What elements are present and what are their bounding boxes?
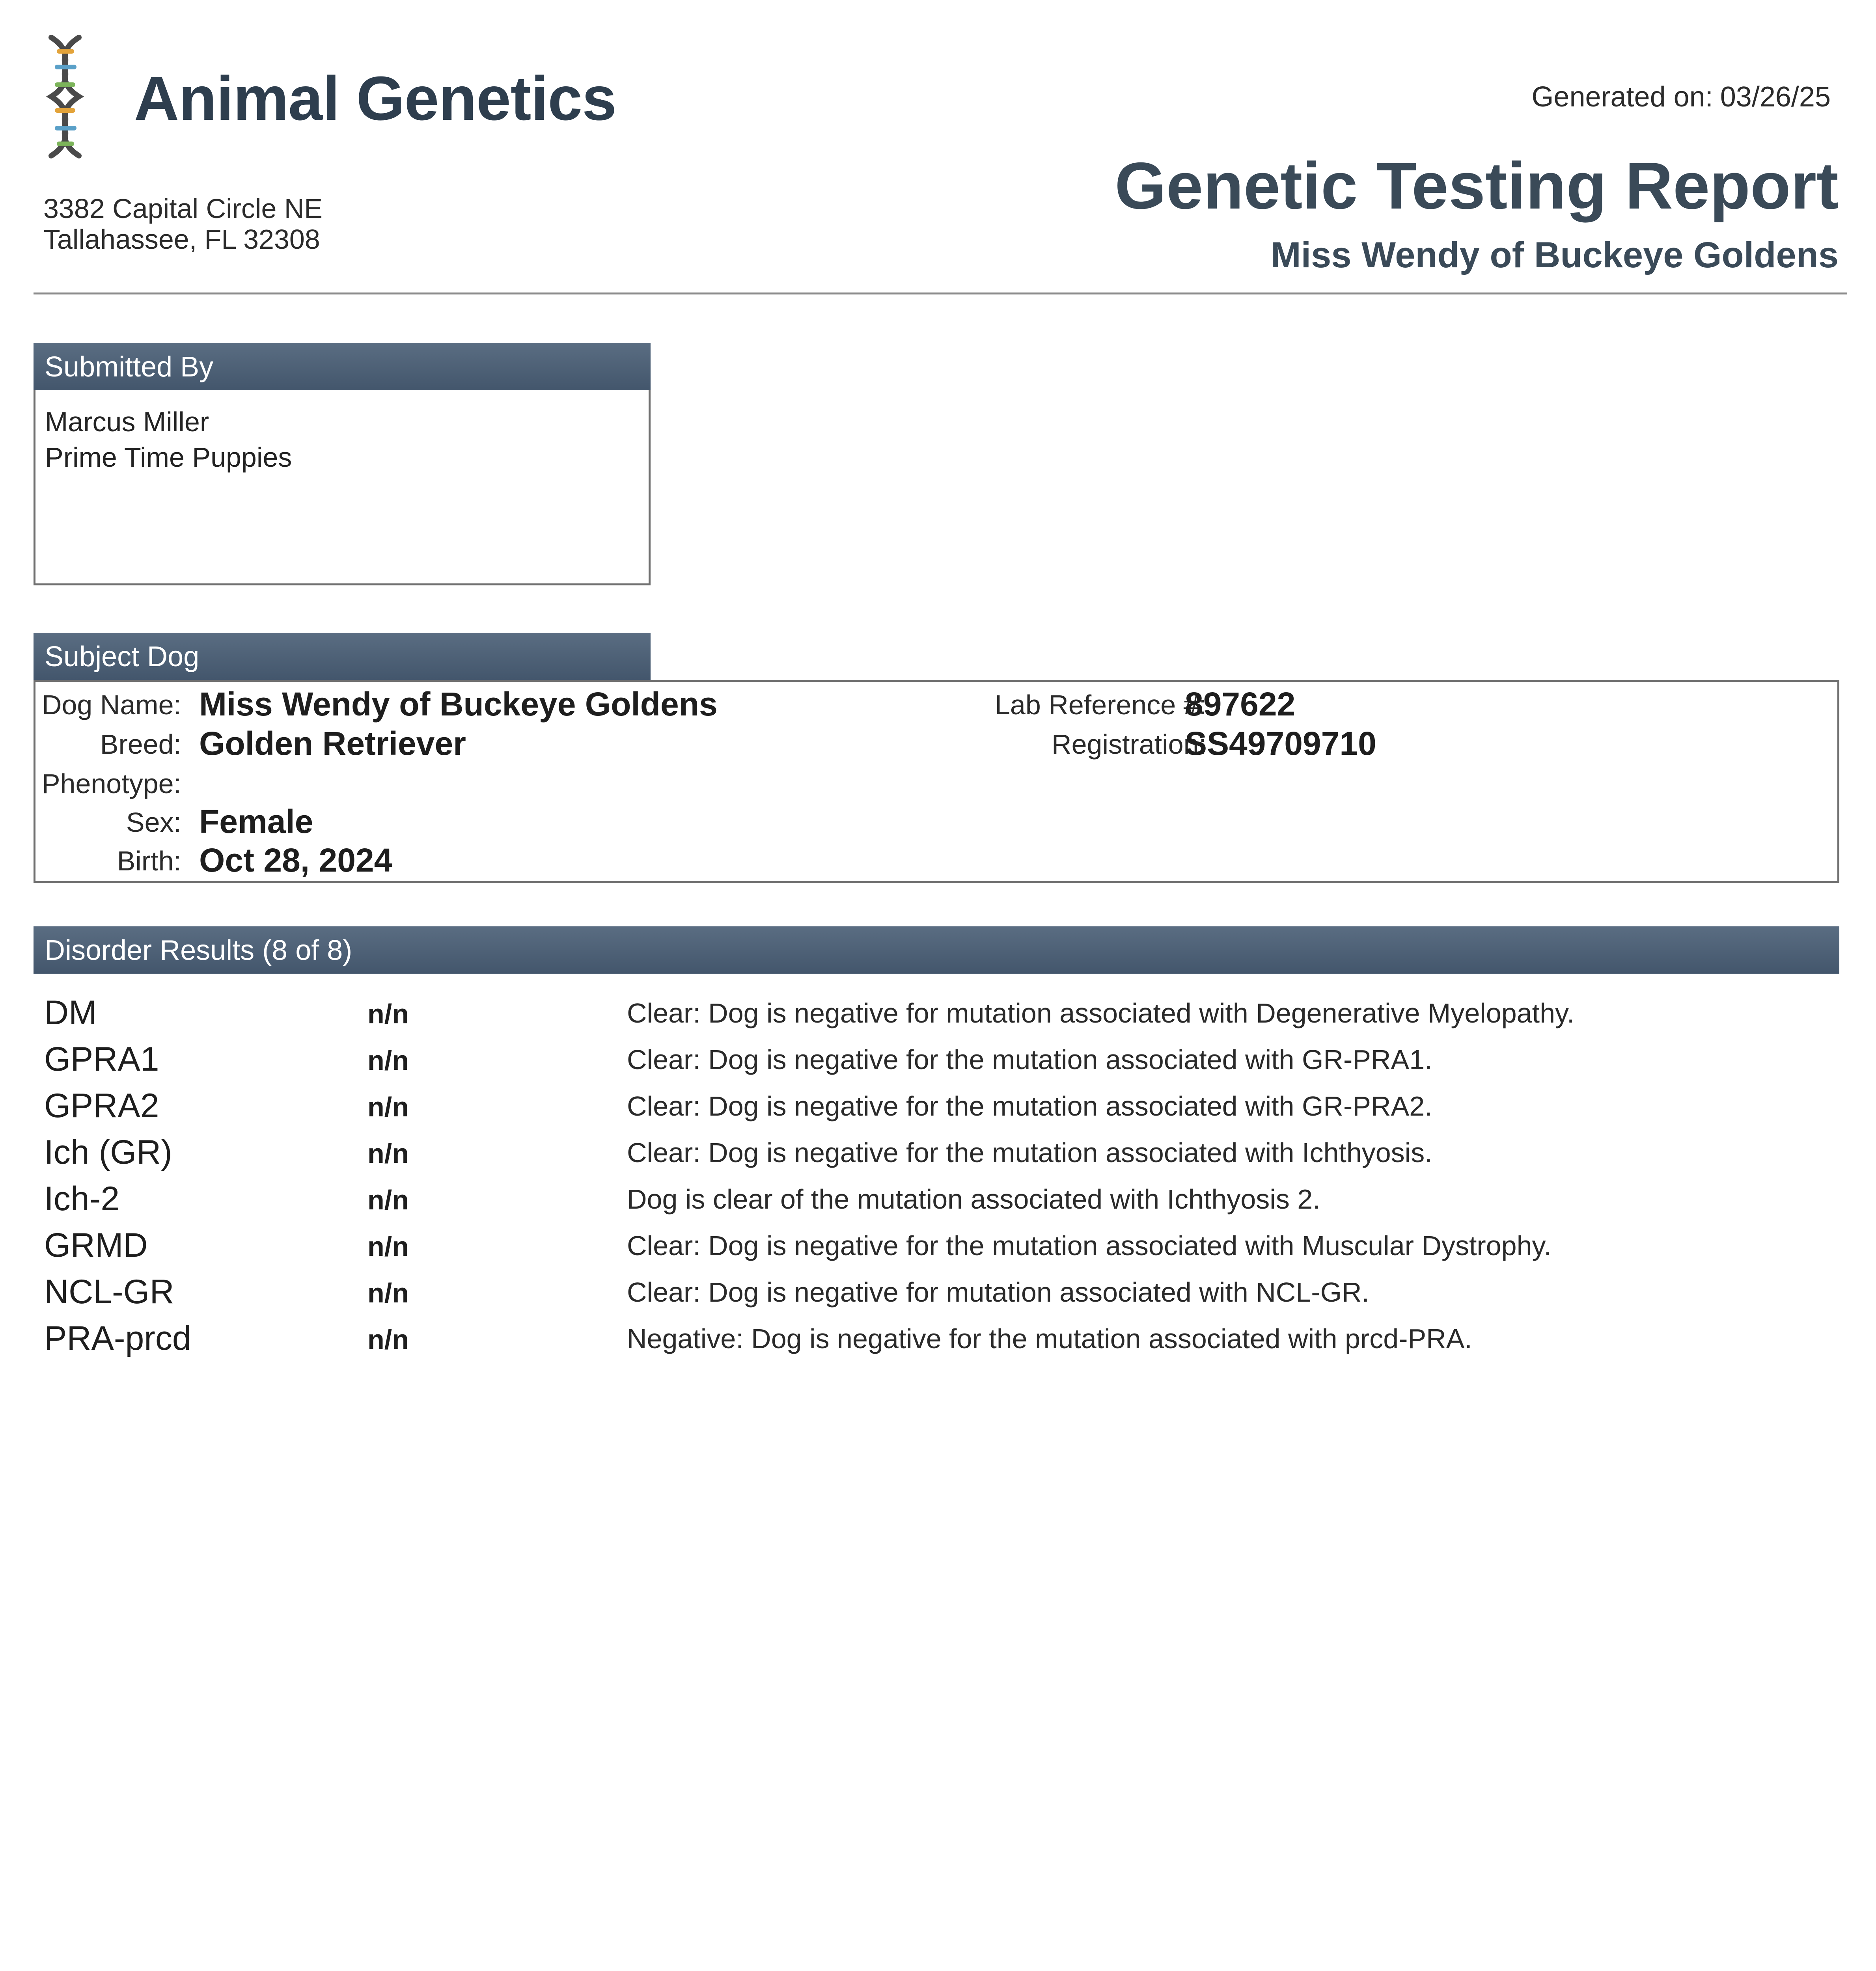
result-row [0, 1086, 1876, 1133]
disorder-description: Clear: Dog is negative for the mutation associated with Muscular Dystrophy. [627, 1230, 1552, 1261]
disorder-genotype: n/n [367, 1138, 409, 1169]
submitted-by-heading: Submitted By [34, 343, 651, 390]
disorder-name: GPRA2 [44, 1087, 159, 1125]
subject-dog-heading: Subject Dog [34, 633, 651, 680]
disorder-description: Clear: Dog is negative for the mutation associated with GR-PRA1. [627, 1044, 1432, 1075]
generated-label: Generated on: [1531, 81, 1713, 113]
submitter-name: Marcus Miller [45, 406, 209, 437]
disorder-genotype: n/n [367, 1185, 409, 1215]
breed-label: Breed: [100, 729, 181, 760]
disorder-genotype: n/n [367, 1045, 409, 1076]
disorder-description: Clear: Dog is negative for the mutation associated with GR-PRA2. [627, 1091, 1432, 1121]
submitter-organization: Prime Time Puppies [45, 442, 292, 473]
disorder-name: Ich (GR) [44, 1133, 172, 1171]
disorder-name: GPRA1 [44, 1040, 159, 1078]
sex-label: Sex: [126, 807, 181, 838]
lab-reference-value: 897622 [1185, 686, 1296, 723]
result-row [0, 1319, 1876, 1366]
breed-value: Golden Retriever [199, 725, 466, 762]
disorder-description: Clear: Dog is negative for mutation associated with Degenerative Myelopathy. [627, 998, 1575, 1028]
generated-value: 03/26/25 [1720, 81, 1831, 113]
brand-name: Animal Genetics [134, 64, 617, 133]
address-line-1: 3382 Capital Circle NE [43, 193, 323, 224]
report-title: Genetic Testing Report [1115, 149, 1839, 223]
disorder-name: PRA-prcd [44, 1319, 191, 1357]
dna-helix-icon [39, 34, 91, 160]
disorder-results-heading: Disorder Results (8 of 8) [34, 926, 1839, 974]
registration-label: Registration: [1052, 729, 1207, 760]
disorder-name: NCL-GR [44, 1273, 174, 1311]
header-divider [34, 292, 1847, 294]
result-row [0, 1226, 1876, 1272]
result-row [0, 1040, 1876, 1086]
submitted-by-box [34, 390, 651, 585]
address-line-2: Tallahassee, FL 32308 [43, 224, 320, 255]
disorder-genotype: n/n [367, 999, 409, 1029]
result-row [0, 993, 1876, 1040]
subject-dog-box [34, 680, 1839, 883]
disorder-name: GRMD [44, 1226, 148, 1264]
registration-value: SS49709710 [1185, 725, 1376, 762]
result-row [0, 1179, 1876, 1226]
disorder-genotype: n/n [367, 1324, 409, 1355]
phenotype-label: Phenotype: [41, 768, 181, 799]
disorder-name: DM [44, 994, 97, 1032]
report-subtitle: Miss Wendy of Buckeye Goldens [1270, 235, 1839, 275]
disorder-genotype: n/n [367, 1092, 409, 1122]
birth-label: Birth: [117, 846, 181, 876]
generated-date [1531, 81, 1831, 113]
result-row [0, 1272, 1876, 1319]
disorder-name: Ich-2 [44, 1180, 120, 1218]
birth-value: Oct 28, 2024 [199, 842, 393, 879]
lab-address [43, 193, 323, 255]
dog-name-label: Dog Name: [41, 689, 181, 720]
sex-value: Female [199, 803, 313, 840]
result-row [0, 1133, 1876, 1179]
disorder-genotype: n/n [367, 1278, 409, 1308]
lab-reference-label: Lab Reference #: [994, 689, 1207, 720]
dog-name-value: Miss Wendy of Buckeye Goldens [199, 686, 718, 723]
disorder-description: Clear: Dog is negative for mutation associated with NCL-GR. [627, 1277, 1370, 1308]
disorder-genotype: n/n [367, 1231, 409, 1262]
disorder-description: Dog is clear of the mutation associated with Ichthyosis 2. [627, 1184, 1320, 1215]
disorder-description: Clear: Dog is negative for the mutation associated with Ichthyosis. [627, 1137, 1432, 1168]
disorder-description: Negative: Dog is negative for the mutation associated with prcd-PRA. [627, 1323, 1472, 1354]
